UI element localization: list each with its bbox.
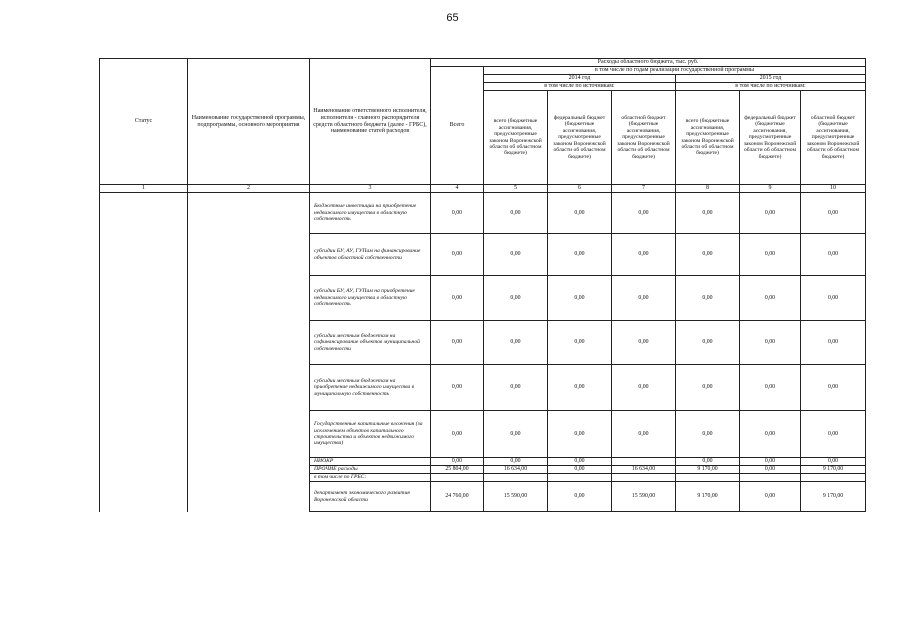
cell-value: 0,00 [431,365,484,411]
row-name: Государственные капитальные вложения (за исключением объектов капитального строительства и объектов недвижимого имущества) [310,411,431,458]
cell-value: 0,00 [431,234,484,276]
empty-cell [431,474,484,482]
cell-value: 0,00 [484,411,548,458]
cell-value: 0,00 [431,193,484,234]
col-number: 3 [310,185,431,193]
cell-value: 24 760,00 [431,482,484,512]
row-name: субсидии БУ, АУ, ГУПам на приобретение недвижимого имущества в областную собственность [310,276,431,321]
cell-value: 0,00 [548,482,612,512]
cell-value: 0,00 [484,458,548,466]
cell-value: 0,00 [740,365,801,411]
cell-value: 0,00 [801,411,866,458]
cell-value: 0,00 [548,365,612,411]
header-total: Всего [431,67,484,185]
header-sources-2014: в том числе по источникам: [484,83,676,91]
cell-value: 0,00 [484,234,548,276]
cell-value: 0,00 [548,276,612,321]
cell-value: 0,00 [676,411,740,458]
header-col9: федеральный бюджет (бюджетные ассигнования, предусмотренные законом Воронежской области об областном бюджете) [740,91,801,185]
row-name: Бюджетные инвестиции на приобретение недвижимого имущества в областную собственность [310,193,431,234]
row-name: субсидии местным бюджетам на софинансирование объектов муниципальной собственности [310,321,431,365]
cell-value: 0,00 [676,365,740,411]
col-number: 10 [801,185,866,193]
header-year-2015: 2015 год [676,75,866,83]
cell-value: 0,00 [484,193,548,234]
cell-value: 15 590,00 [612,482,676,512]
cell-value: 0,00 [676,234,740,276]
empty-cell [484,474,548,482]
cell-value: 0,00 [676,321,740,365]
cell-value: 0,00 [740,193,801,234]
cell-value: 0,00 [612,276,676,321]
cell-value: 16 634,00 [612,466,676,474]
empty-cell [740,474,801,482]
cell-value: 0,00 [484,365,548,411]
cell-value: 0,00 [740,234,801,276]
cell-value: 0,00 [740,458,801,466]
row-name-other: ПРОЧИЕ расходы [310,466,431,474]
grbs-label: в том числе по ГРБС: [310,474,431,482]
cell-value: 25 804,00 [431,466,484,474]
col-number: 6 [548,185,612,193]
cell-value: 0,00 [612,321,676,365]
header-executor: Наименование ответственного исполнителя, исполнителя - главного распорядителя средств областного бюджета (далее - ГРБС), наименование статей расходов [310,59,431,185]
empty-cell [612,474,676,482]
header-col5: всего (бюджетные ассигнования, предусмотренные законом Воронежской области об областном бюджете) [484,91,548,185]
cell-value: 0,00 [548,458,612,466]
cell-value: 0,00 [801,458,866,466]
cell-value: 0,00 [801,276,866,321]
header-col6: федеральный бюджет (бюджетные ассигнования, предусмотренные законом Воронежской области об областном бюджете) [548,91,612,185]
cell-value: 0,00 [801,234,866,276]
cell-value: 0,00 [548,193,612,234]
cell-value: 9 170,00 [801,482,866,512]
cell-value: 0,00 [548,411,612,458]
row-name: субсидии БУ, АУ, ГУПам на финансирование объектов областной собственности [310,234,431,276]
col-number: 8 [676,185,740,193]
cell-value: 0,00 [484,276,548,321]
col-number: 9 [740,185,801,193]
cell-value: 0,00 [431,276,484,321]
cell-value: 0,00 [740,466,801,474]
page-number: 65 [446,12,459,24]
cell-value: 0,00 [431,321,484,365]
cell-value: 0,00 [801,365,866,411]
cell-value: 0,00 [484,321,548,365]
empty-cell [548,474,612,482]
cell-value: 0,00 [612,234,676,276]
empty-cell [801,474,866,482]
row-name-niokr: НИОКР [310,458,431,466]
cell-value: 0,00 [676,458,740,466]
header-col7: областной бюджет (бюджетные ассигнования, предусмотренные законом Воронежской области об областном бюджете) [612,91,676,185]
cell-value: 0,00 [740,321,801,365]
header-expenses: Расходы областного бюджета, тыс. руб. [431,59,866,67]
cell-value: 0,00 [801,193,866,234]
cell-value: 0,00 [612,365,676,411]
col-number: 4 [431,185,484,193]
cell-value: 0,00 [740,482,801,512]
header-by-years: в том числе по годам реализации государственной программы [484,67,866,75]
empty-cell [676,474,740,482]
row-name: субсидии местным бюджетам на приобретение недвижимого имущества в муниципальную собственность [310,365,431,411]
header-col8: всего (бюджетные ассигнования, предусмотренные законом Воронежской области об областном бюджете) [676,91,740,185]
header-status: Статус [100,59,188,185]
status-cell [100,193,188,512]
program-cell [188,193,310,512]
row-name-department: департамент экономического развития Воронежской области [310,482,431,512]
cell-value [612,458,676,466]
cell-value: 0,00 [801,321,866,365]
header-year-2014: 2014 год [484,75,676,83]
cell-value: 9 170,00 [676,482,740,512]
header-program-name: Наименование государственной программы, подпрограммы, основного мероприятия [188,59,310,185]
cell-value: 0,00 [740,276,801,321]
cell-value: 9 170,00 [801,466,866,474]
table-row [100,193,866,234]
cell-value: 0,00 [431,411,484,458]
cell-value: 0,00 [676,193,740,234]
cell-value: 0,00 [548,321,612,365]
cell-value: 15 590,00 [484,482,548,512]
cell-value: 0,00 [612,193,676,234]
header-sources-2015: в том числе по источникам: [676,83,866,91]
cell-value: 16 634,00 [484,466,548,474]
header-col10: областной бюджет (бюджетные ассигнования, предусмотренные законом Воронежской области об областном бюджете) [801,91,866,185]
cell-value: 0,00 [612,411,676,458]
col-number: 5 [484,185,548,193]
col-number: 7 [612,185,676,193]
cell-value: 0,00 [548,466,612,474]
cell-value: 9 170,00 [676,466,740,474]
col-number: 1 [100,185,188,193]
cell-value: 0,00 [548,234,612,276]
col-number: 2 [188,185,310,193]
cell-value: 0,00 [431,458,484,466]
budget-table [99,58,866,512]
cell-value: 0,00 [740,411,801,458]
cell-value: 0,00 [676,276,740,321]
